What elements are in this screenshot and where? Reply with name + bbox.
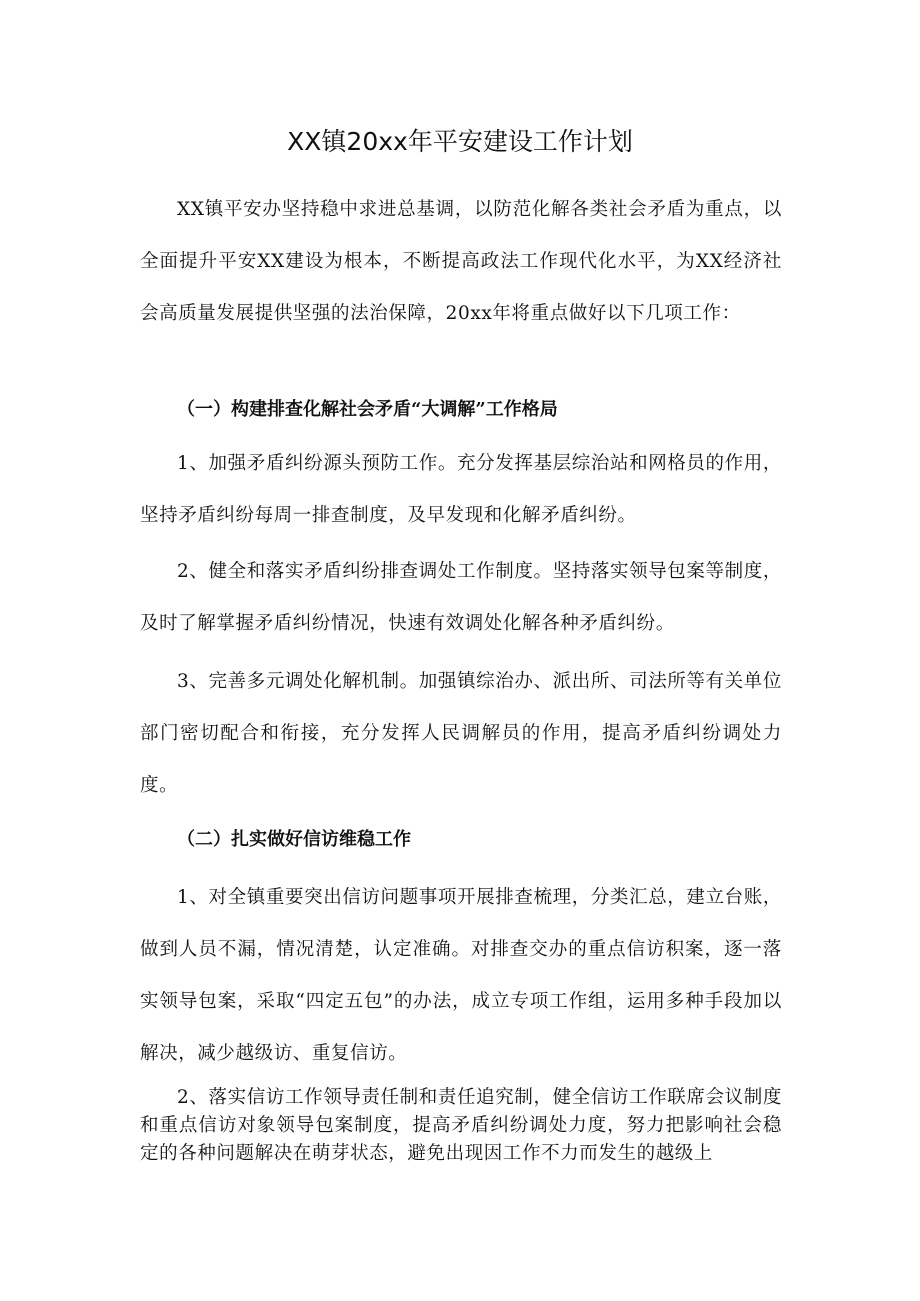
section2-item-2: 2、落实信访工作领导责任制和责任追究制，健全信访工作联席会议制度和重点信访对象领导包案制度，提高矛盾纠纷调处力度，努力把影响社会稳定的各种问题解决在萌芽状态，避免出现因工作不力而发生的越级上: [140, 1087, 782, 1164]
section-heading-2: （二）扎实做好信访维稳工作: [177, 829, 411, 850]
intro-paragraph: XX镇平安办坚持稳中求进总基调，以防范化解各类社会矛盾为重点，以全面提升平安XX建设为根本，不断提高政法工作现代化水平，为XX经济社会高质量发展提供坚强的法治保障，20xx年将重点做好以下几项工作：: [140, 199, 782, 324]
section2-item-1: 1、对全镇重要突出信访问题事项开展排查梳理，分类汇总，建立台账，做到人员不漏，情况清楚，认定准确。对排查交办的重点信访积案，逐一落实领导包案，采取“四定五包”的办法，成立专项工作组，运用多种手段加以解决，减少越级访、重复信访。: [140, 887, 782, 1064]
document-title: XX镇20xx年平安建设工作计划: [287, 127, 633, 156]
section1-item-1: 1、加强矛盾纠纷源头预防工作。充分发挥基层综治站和网格员的作用，坚持矛盾纠纷每周一排查制度，及早发现和化解矛盾纠纷。: [140, 453, 782, 526]
section1-item-3: 3、完善多元调处化解机制。加强镇综治办、派出所、司法所等有关单位部门密切配合和衔接，充分发挥人民调解员的作用，提高矛盾纠纷调处力度。: [140, 671, 782, 796]
section-heading-1: （一）构建排查化解社会矛盾“大调解”工作格局: [177, 399, 558, 420]
section1-item-2: 2、健全和落实矛盾纠纷排查调处工作制度。坚持落实领导包案等制度，及时了解掌握矛盾纠纷情况，快速有效调处化解各种矛盾纠纷。: [140, 561, 782, 634]
